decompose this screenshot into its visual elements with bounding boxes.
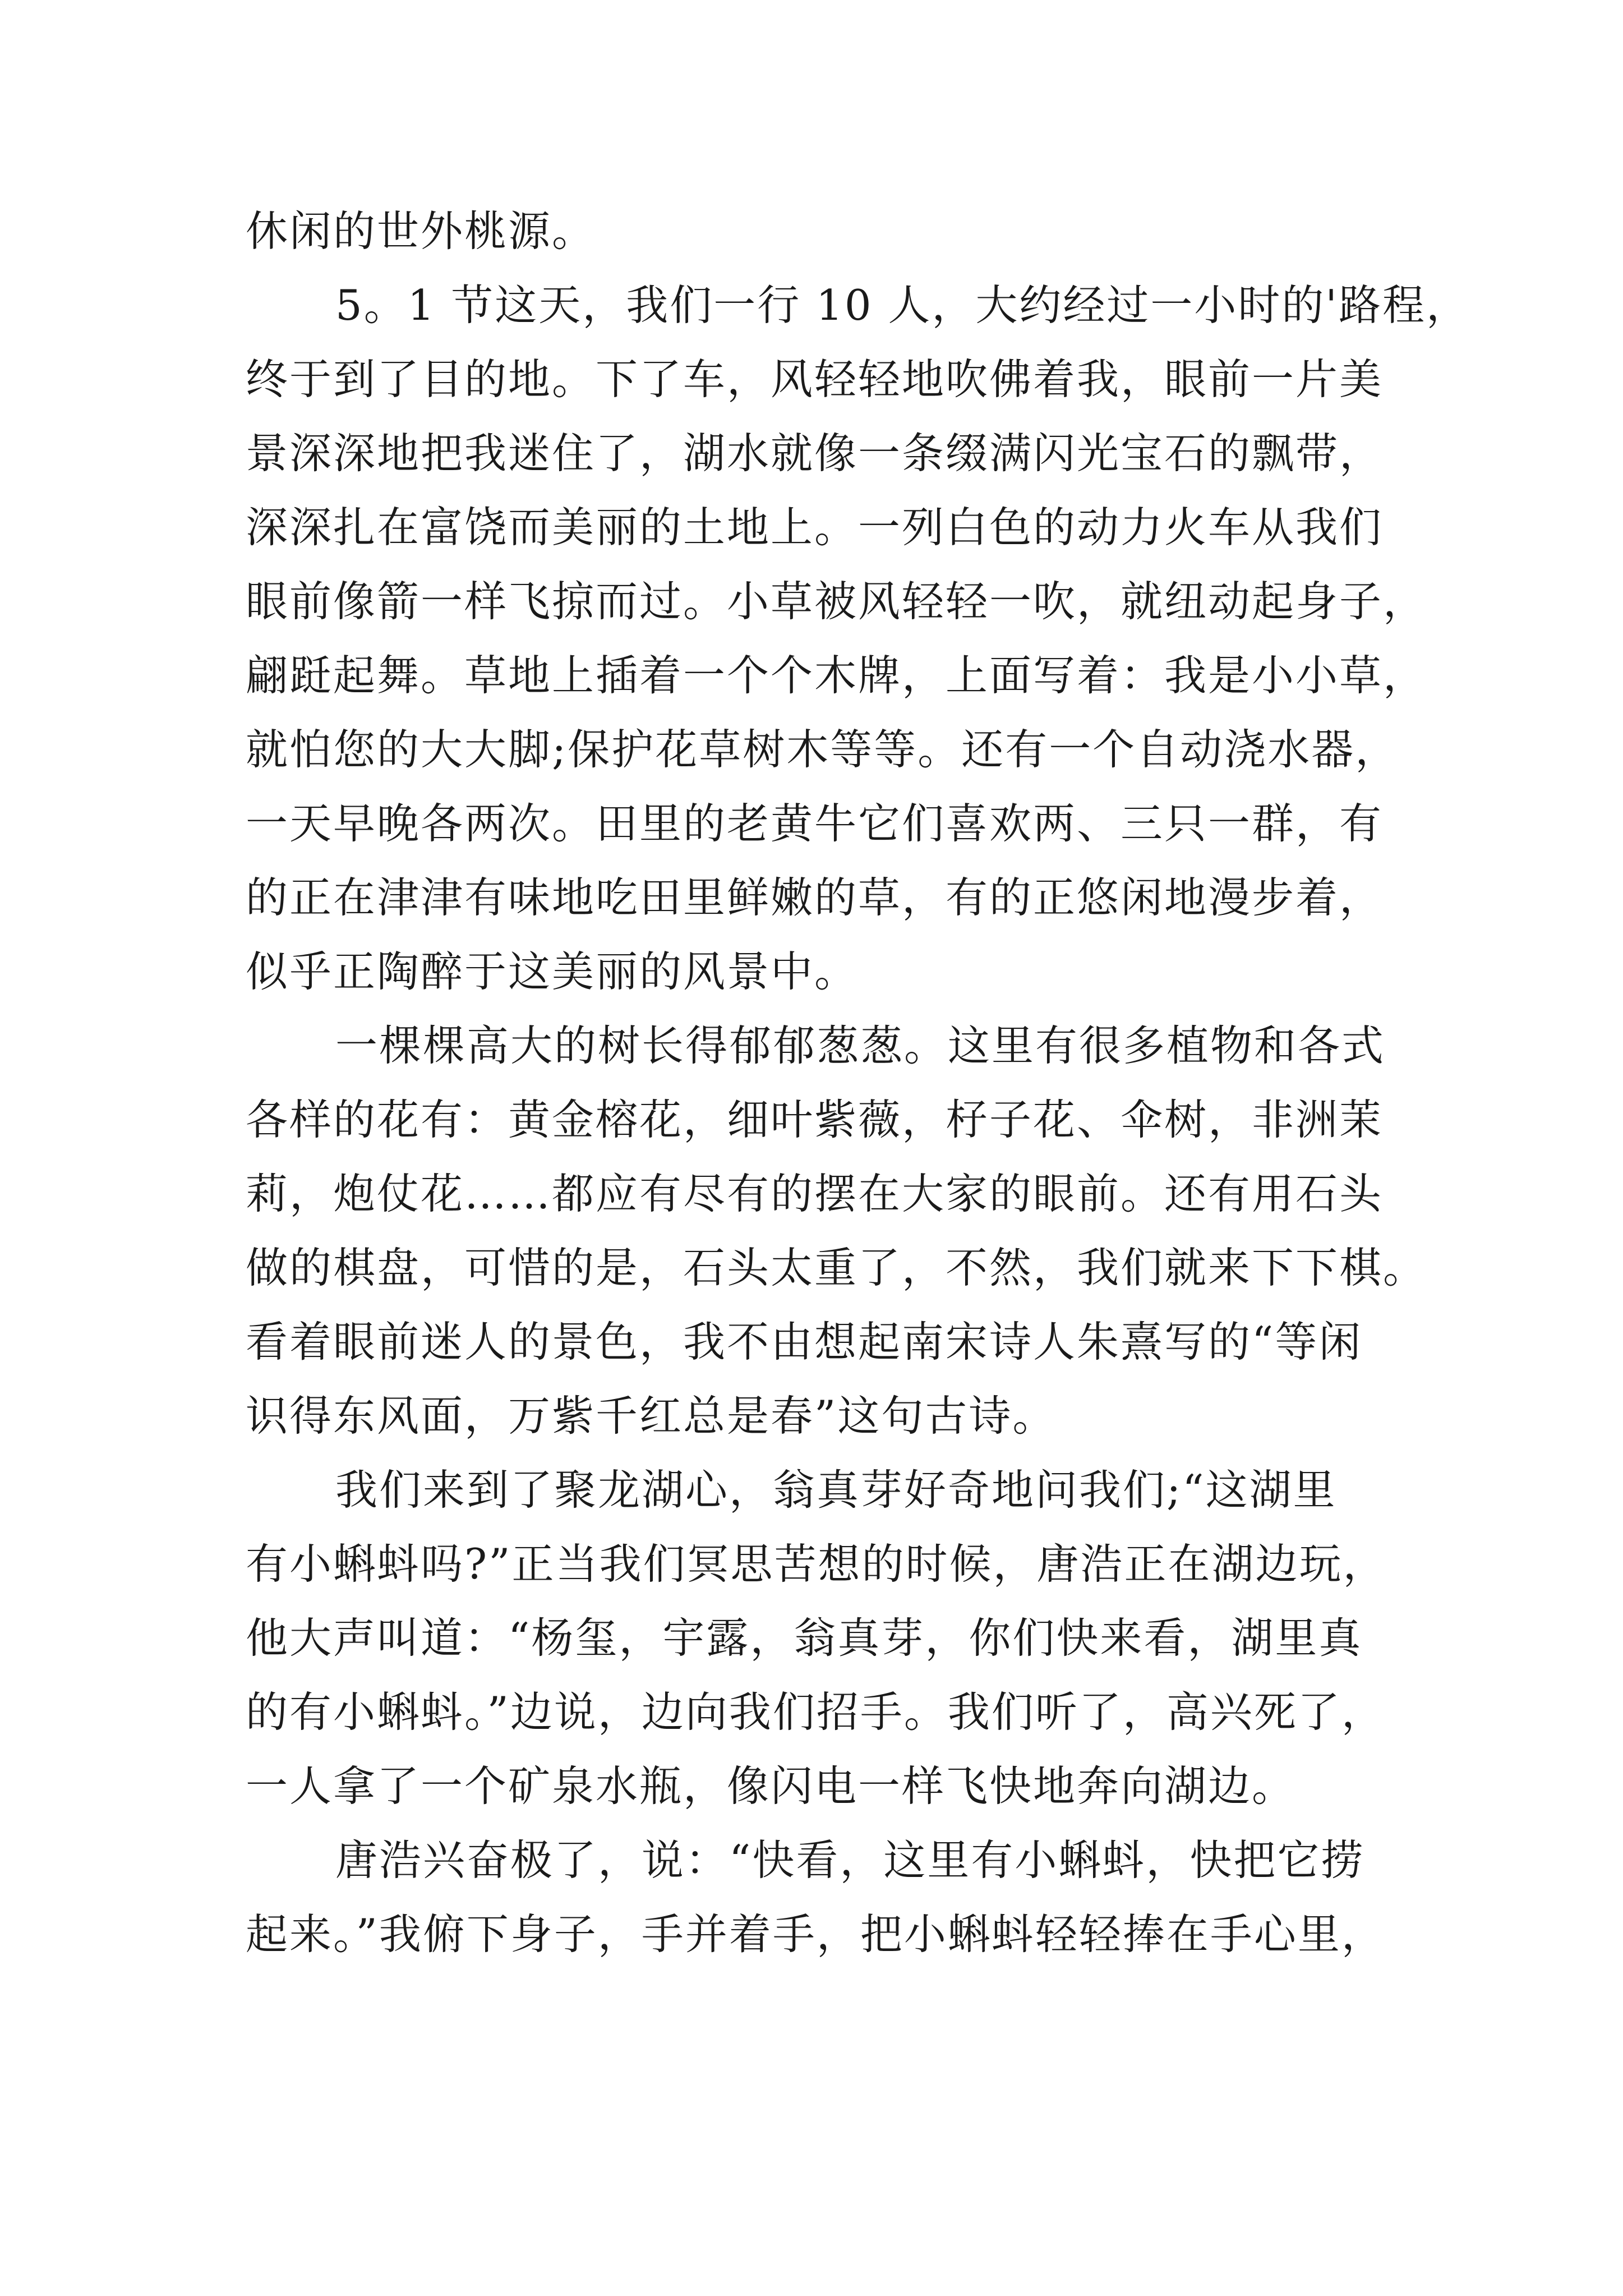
text-line: 各样的花有：黄金榕花，细叶紫薇，杍子花、伞树，非洲茉 bbox=[246, 1095, 1384, 1144]
text-line: 他大声叫道：“杨玺，宇露，翁真芽，你们快来看，湖里真 bbox=[246, 1613, 1363, 1663]
text-line: 眼前像箭一样飞掠而过。小草被风轻轻一吹，就纽动起身子， bbox=[246, 577, 1427, 626]
text-line: 看着眼前迷人的景色，我不由想起南宋诗人朱熹写的“等闲 bbox=[246, 1317, 1363, 1366]
text-line: 一人拿了一个矿泉水瓶，像闪电一样飞快地奔向湖边。 bbox=[246, 1761, 1296, 1811]
text-line: 景深深地把我迷住了，湖水就像一条缀满闪光宝石的飘带， bbox=[246, 429, 1384, 478]
text-line: 的有小蝌蚪。”边说，边向我们招手。我们听了，高兴死了， bbox=[246, 1687, 1385, 1737]
text-line: 一天早晚各两次。田里的老黄牛它们喜欢两、三只一群，有 bbox=[246, 799, 1384, 848]
text-line: 的正在津津有味地吃田里鲜嫩的草，有的正悠闲地漫步着， bbox=[246, 873, 1384, 922]
text-line: 我们来到了聚龙湖心，翁真芽好奇地问我们;“这湖里 bbox=[335, 1465, 1337, 1515]
text-line: 莉，炮仗花……都应有尽有的摆在大家的眼前。还有用石头 bbox=[246, 1169, 1384, 1218]
body-text bbox=[246, 194, 1470, 1971]
text-line: 就怕您的大大脚;保护花草树木等等。还有一个自动浇水器， bbox=[246, 725, 1399, 774]
text-line: 唐浩兴奋极了，说：“快看，这里有小蝌蚪，快把它捞 bbox=[335, 1835, 1365, 1885]
text-line: 深深扎在富饶而美丽的土地上。一列白色的动力火车从我们 bbox=[246, 503, 1384, 552]
text-line: 一棵棵高大的树长得郁郁葱葱。这里有很多植物和各式 bbox=[335, 1021, 1386, 1070]
text-line: 起来。”我俯下身子，手并着手，把小蝌蚪轻轻捧在手心里， bbox=[246, 1910, 1385, 1959]
text-line: 翩跹起舞。草地上插着一个个木牌，上面写着：我是小小草， bbox=[246, 651, 1427, 700]
text-line: 休闲的世外桃源。 bbox=[246, 206, 596, 256]
text-line: 终于到了目的地。下了车，风轻轻地吹佛着我，眼前一片美 bbox=[246, 355, 1384, 404]
text-line: 似乎正陶醉于这美丽的风景中。 bbox=[246, 947, 859, 996]
text-line: 识得东风面，万紫千红总是春”这句古诗。 bbox=[246, 1391, 1057, 1441]
text-line: 有小蝌蚪吗?”正当我们冥思苦想的时候，唐浩正在湖边玩， bbox=[246, 1539, 1387, 1589]
text-line: 做的棋盘，可惜的是，石头太重了，不然，我们就来下下棋。 bbox=[246, 1243, 1427, 1292]
text-line: 5。1 节这天，我们一行 10 人，大约经过一小时的'路程， bbox=[335, 280, 1470, 330]
